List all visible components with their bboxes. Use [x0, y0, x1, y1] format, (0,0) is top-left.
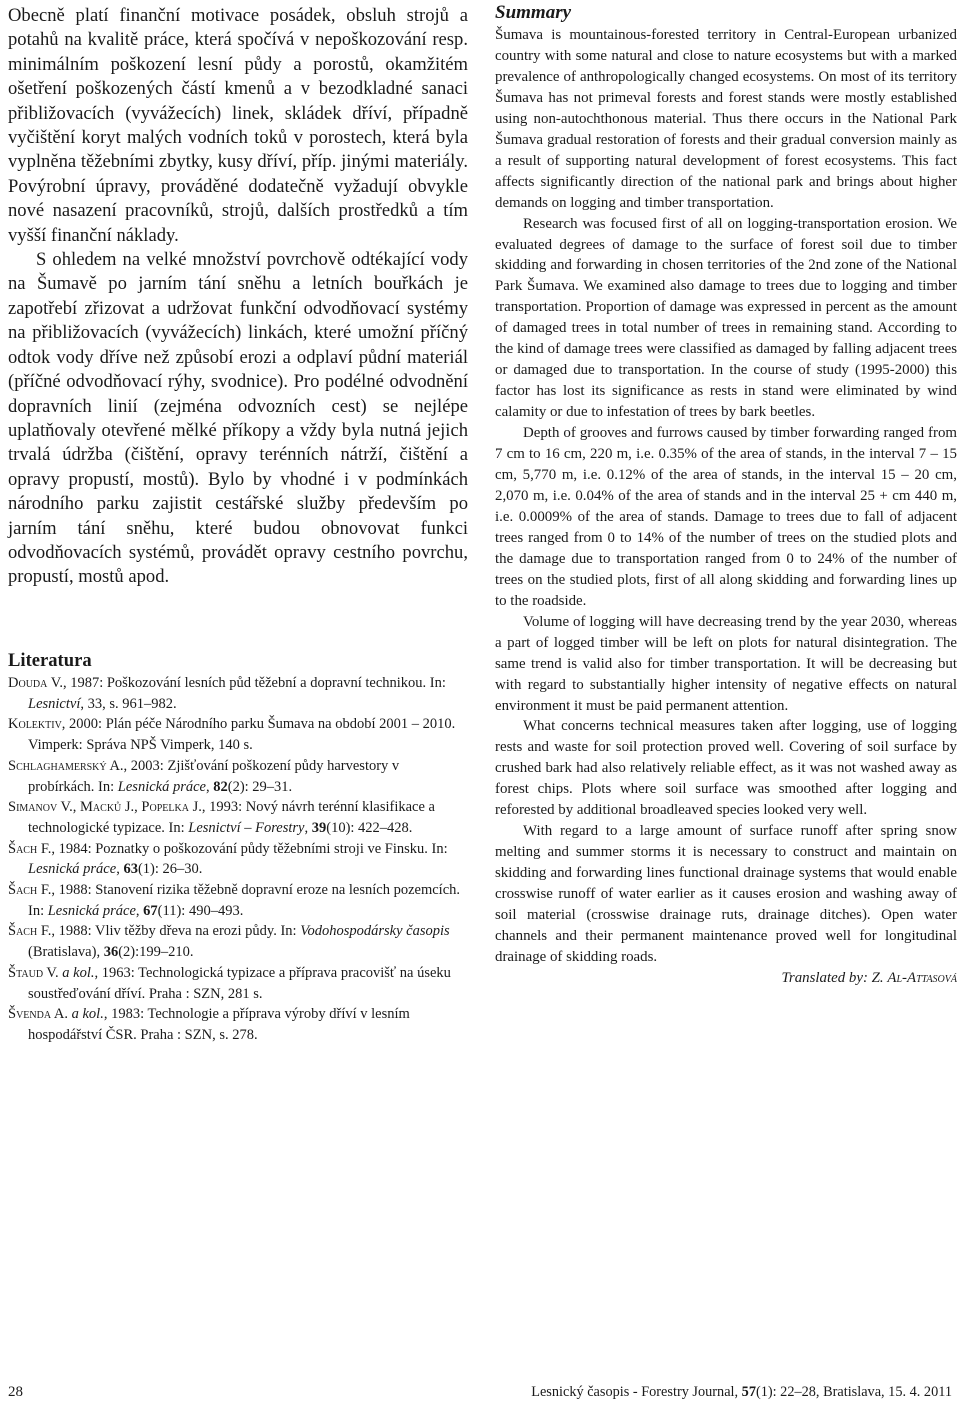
summary-column — [495, 2, 957, 989]
reference-item: Kolektiv, 2000: Plán péče Národního parku Šumava na období 2001 – 2010. Vimperk: Správa NPŠ Vimperk, 140 s. — [8, 716, 456, 754]
left-column — [8, 4, 468, 590]
reference-item: Šach F., 1988: Stanovení rizika těžebně dopravní eroze na lesních pozemcích. In: Lesnická práce, 67(11): 490–493. — [8, 882, 461, 919]
reference-item: Douda V., 1987: Poškozování lesních půd těžební a dopravní technikou. In: Lesnictví, 33, s. 961–982. — [8, 675, 446, 712]
summary-paragraph: Depth of grooves and furrows caused by timber forwarding ranged from 7 cm to 16 cm, 220 m, i.e. 0.35% of the area of stands, in the interval 7 – 15 cm, 5,770 m, i.e. 0.12% of the area of stands, in the interval 15 – 20 cm, 2,070 m, i.e. 0.04% of the area of stands and in the interval 25 + cm 440 m, i.e. 0.0009% of the area of stands. Damage to trees due to fall of adjacent trees ranged from 0 to 14% of the number of trees on the studied plots and the damage due to transportation ranged from 0 to 24% of the number of trees on the studied plots, first of all along skidding and forwarding lines up to the roadside. — [495, 425, 957, 609]
reference-item: Štaud V. a kol., 1963: Technologická typizace a příprava pracovišť na úseku soustřeďování dříví. Praha : SZN, 281 s. — [8, 964, 451, 1002]
summary-paragraph: Research was focused first of all on logging-transportation erosion. We evaluated degrees of damage to the surface of forest soil due to timber skidding and forwarding in chosen territories of the 2nd zone of the National Park Šumava. We examined also damage to trees due to logging and timber transportation. Proportion of damage was expressed in percent as the amount of damaged trees in total number of trees in remaining stand. According to the kind of damage trees were classified as damaged by falling adjacent trees or damaged due to transportation. In the course of study (1995-2000) this factor has lost its significance as rests in stand were eliminated by wind calamity or due to infestation of trees by bark beetles. — [495, 215, 957, 421]
summary-paragraph: Šumava is mountainous-forested territory in Central-European urbanized country with some natural and close to nature ecosystems but with a marked prevalence of anthropologically changed ecosystems. On most of its territory Šumava has not primeval forests and forest stands were mostly established using non-autochthonous material. Thus there occurs in the National Park Šumava gradual restoration of forests and their gradual conversion mainly as a result of supporting natural development of forest ecosystems. This fact affects significantly direction of the national park and brings about higher demands on logging and timber transportation. — [495, 27, 957, 211]
reference-item: Švenda A. a kol., 1983: Technologie a příprava výroby dříví v lesním hospodářství ČSR. Praha : SZN, s. 278. — [8, 1006, 410, 1043]
reference-item: Schlaghamerský A., 2003: Zjišťování poškození půdy harvestory v probírkách. In: Lesnická práce, 82(2): 29–31. — [8, 757, 400, 795]
body-paragraph: S ohledem na velké množství povrchově odtékající vody na Šumavě po jarním tání sněhu a letních bouřkách je zapotřebí zřizovat a udržovat funkční odvodňovací systémy na přibližovacích (vyvážecích) linkách, které umožní příčný odtok vody dříve než způsobí erozi a odplaví půdní materiál (příčné odvodňovací rýhy, svodnice). Pro podélné odvodnění dopravních linií (zejména odvozních cest) se nejlépe uplatňovaly otevřené mělké příkopy a vždy byla nutná jejich trvalá údržba (čištění, opravy terénních nátrží, čištění a opravy propustí, mostů). Bylo by vhodné i v podmínkách národního parku zajistit cestářské služby především po jarním tání sněhu, které budou obnovovat funkci odvodňovacích systémů, provádět opravy cestního povrchu, propustí, mostů apod. — [8, 249, 468, 588]
summary-paragraph: Volume of logging will have decreasing trend by the year 2030, whereas a part of logged timber will be left on plots for natural disintegration. The same trend is valid also for timber transportation. It will be decreasing but with regard to substantially higher intensity of negative effects on natural environment it must be paid permanent attention. — [495, 613, 957, 714]
reference-item: Šach F., 1984: Poznatky o poškozování půdy těžebními stroji ve Finsku. In: Lesnická práce, 63(1): 26–30. — [8, 840, 448, 878]
reference-list — [8, 673, 468, 1046]
summary-paragraph: What concerns technical measures taken after logging, use of logging rests and waste for soil protection proved well. Covering of soil surface by crushed bark had also relatively reliable effect, as it was not washed away as forest chips. Plots where soil surface was smoothed after logging and reforested by additional broadleaved species looked very well. — [495, 718, 957, 819]
literature-heading: Literatura — [8, 650, 92, 671]
body-paragraph: Obecně platí finanční motivace posádek, obsluh strojů a potahů na kvalitě práce, která spočívá v nepoškozování resp. minimálním poškození lesní půdy a porostů, okamžitém ošetření poškozených částí kmenů a v bezodkladné sanaci přibližovacích (vyvážecích) linek, skládek dříví, případně vyčištění koryt malých vodních toků v porostech, která byla vyplněna těžebními zbytky, kusy dříví, příp. jinými materiály. Povýrobní úpravy, prováděné dodatečně vyžadují obvykle nové nasazení pracovníků, strojů, dalších prostředků a tím vyšší finanční náklady. — [8, 5, 468, 246]
translator-credit: Translated by: Z. Al-Attasová — [781, 969, 957, 986]
reference-item: Simanov V., Macků J., Popelka J., 1993: Nový návrh terénní klasifikace a technologické typizace. In: Lesnictví – Forestry, 39(10): 422–428. — [8, 799, 435, 836]
summary-heading: Summary — [495, 2, 572, 23]
page-number: 28 — [8, 1384, 23, 1400]
summary-paragraph: With regard to a large amount of surface runoff after spring snow melting and summer storms it is necessary to construct and maintain on skidding and forwarding lines functional drainage systems that would enable crosswise runoff of water earlier as it causes erosion and washing away of soil material (crosswise drainage ruts, drainage ditches). Open water channels and their permanent maintenance proved well for longitudinal drainage of skidding roads. — [495, 823, 957, 965]
reference-item: Šach F., 1988: Vliv těžby dřeva na erozi půdy. In: Vodohospodársky časopis (Bratislava), 36(2):199–210. — [8, 923, 450, 961]
journal-footer: Lesnický časopis - Forestry Journal, 57(1): 22–28, Bratislava, 15. 4. 2011 — [531, 1384, 952, 1400]
